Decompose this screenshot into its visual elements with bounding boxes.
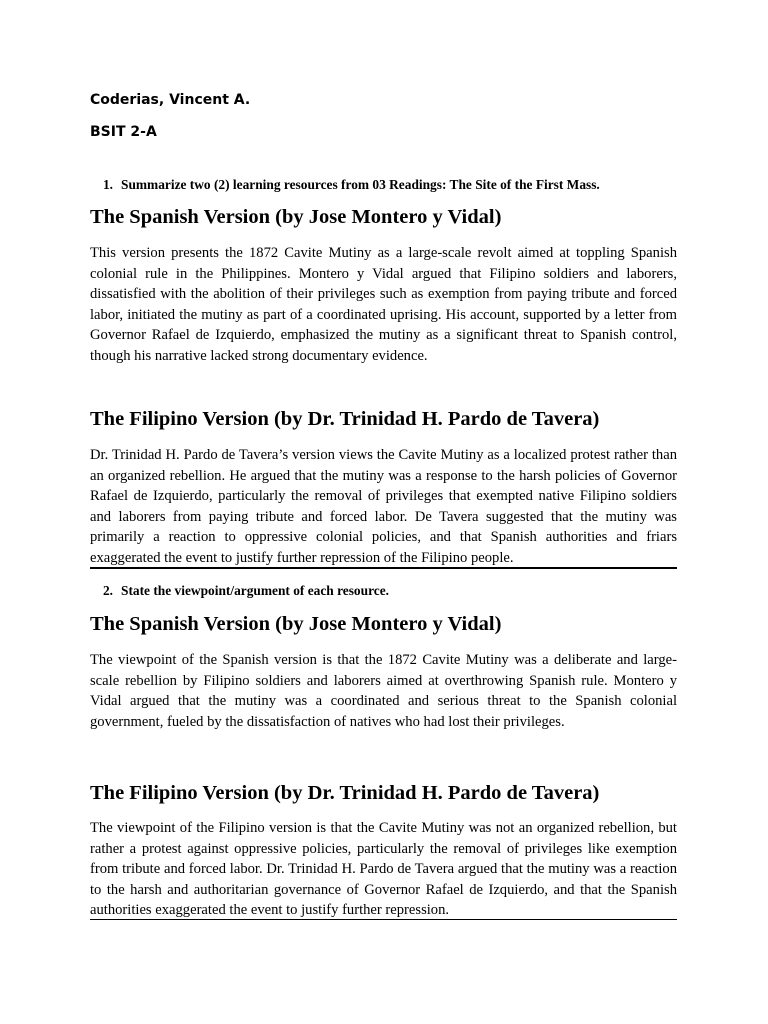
section-body: The viewpoint of the Spanish version is that the 1872 Cavite Mutiny was a deliberate and large-scale rebellion by Filipino soldiers and laborers aimed at overthrowing Spanish rule. Montero y Vidal argued that the mutiny was a coordinated and serious threat to the Spanish colonial government, fueled by the dissatisfaction of natives who had lost their privileges. (90, 652, 677, 730)
question-number: 2. (102, 583, 113, 598)
question-2 (90, 583, 690, 599)
section-divider (90, 919, 677, 920)
student-section: BSIT 2-A (90, 124, 157, 140)
section-body: The viewpoint of the Filipino version is that the Cavite Mutiny was not an organized rebellion, but rather a protest against oppressive policies, particularly the removal of privileges like exemption from tribute and forced labor. Dr. Trinidad H. Pardo de Tavera argued that the mutiny was a reaction to the harsh and authoritarian governance of Governor Rafael de Izquierdo, and that the Spanish authorities exaggerated the event to justify further repression. (90, 820, 677, 919)
section-heading: The Filipino Version (by Dr. Trinidad H. Pardo de Tavera) (90, 408, 600, 430)
section-body: Dr. Trinidad H. Pardo de Tavera’s version views the Cavite Mutiny as a localized protest rather than an organized rebellion. He argued that the mutiny was a response to the harsh policies of Governor Rafael de Izquierdo, particularly the removal of privileges that exempted native Filipino soldiers and laborers from paying tribute and forced labor. De Tavera suggested that the mutiny was primarily a reaction to oppressive colonial policies, and that Spanish authorities and friars exaggerated the event to justify further repression of the Filipino people. (90, 447, 677, 566)
section-heading: The Spanish Version (by Jose Montero y Vidal) (90, 613, 502, 635)
question-text: State the viewpoint/argument of each resource. (121, 583, 390, 598)
section-heading: The Filipino Version (by Dr. Trinidad H. Pardo de Tavera) (90, 782, 600, 804)
question-1 (90, 177, 690, 193)
section-body: This version presents the 1872 Cavite Mutiny as a large-scale revolt aimed at toppling Spanish colonial rule in the Philippines. Montero y Vidal argued that Filipino soldiers and laborers, dissatisfied with the abolition of their privileges such as exemption from paying tribute and forced labor, initiated the mutiny as part of a coordinated uprising. His account, supported by a letter from Governor Rafael de Izquierdo, emphasized the mutiny as a significant threat to Spanish control, though his narrative lacked strong documentary evidence. (90, 245, 677, 364)
section-divider (90, 567, 677, 569)
student-name: Coderias, Vincent A. (90, 92, 251, 108)
question-number: 1. (102, 177, 113, 192)
question-text: Summarize two (2) learning resources from 03 Readings: The Site of the First Mass. (121, 177, 600, 192)
section-heading: The Spanish Version (by Jose Montero y Vidal) (90, 206, 502, 228)
